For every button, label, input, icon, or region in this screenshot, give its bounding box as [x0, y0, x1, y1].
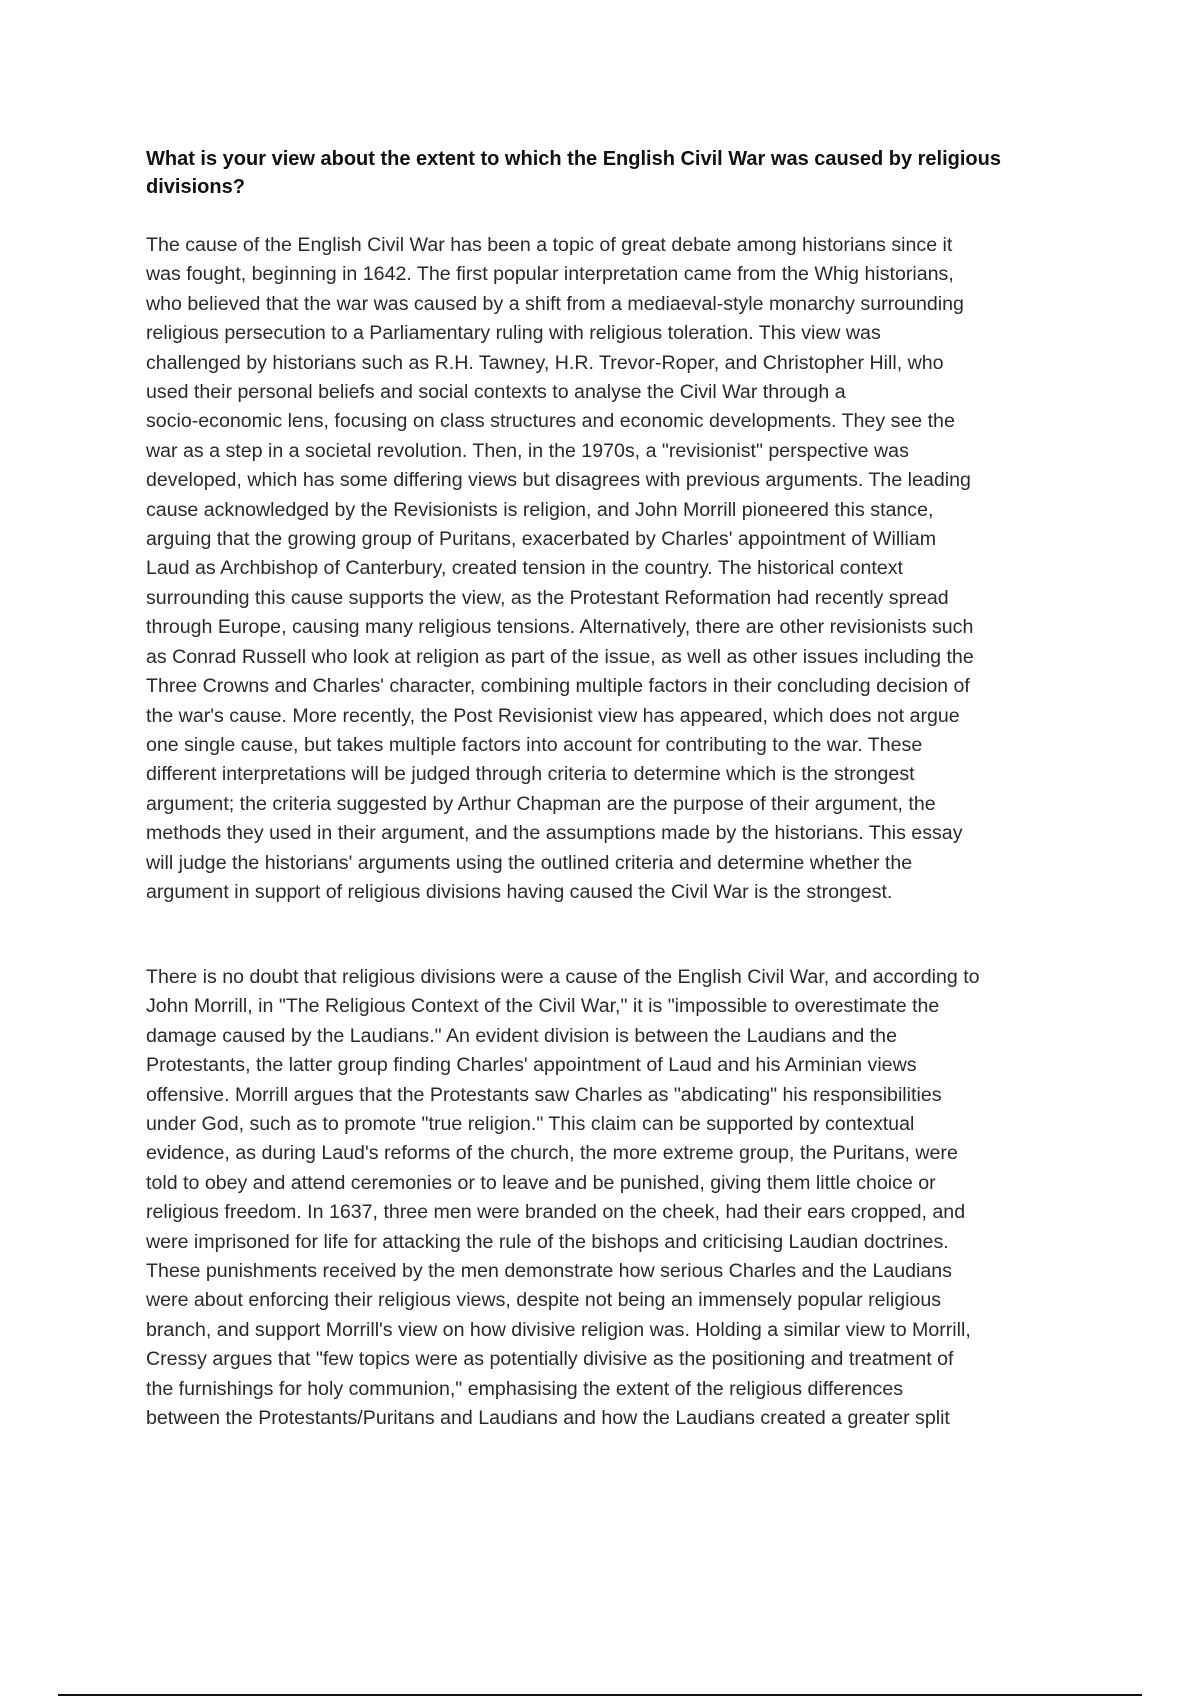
text-line: Cressy argues that "few topics were as potentially divisive as the positioning and treatment of	[146, 1348, 954, 1371]
text-line: different interpretations will be judged through criteria to determine which is the strongest	[146, 763, 915, 786]
text-line: as Conrad Russell who look at religion as part of the issue, as well as other issues including the	[146, 645, 974, 668]
text-line: the furnishings for holy communion," emphasising the extent of the religious differences	[146, 1377, 904, 1400]
text-line: branch, and support Morrill's view on how divisive religion was. Holding a similar view to Morrill,	[146, 1318, 971, 1341]
text-line: Three Crowns and Charles' character, combining multiple factors in their concluding decision of	[146, 675, 970, 698]
text-line: methods they used in their argument, and the assumptions made by the historians. This essay	[146, 822, 963, 845]
text-line: between the Protestants/Puritans and Laudians and how the Laudians created a greater split	[146, 1407, 950, 1430]
text-line: religious freedom. In 1637, three men were branded on the cheek, had their ears cropped, and	[146, 1201, 966, 1224]
text-line: cause acknowledged by the Revisionists is religion, and John Morrill pioneered this stance,	[146, 498, 934, 521]
text-line: socio-economic lens, focusing on class structures and economic developments. They see the	[146, 410, 955, 433]
paragraph-religious-divisions	[146, 963, 980, 1434]
text-line: There is no doubt that religious divisions were a cause of the English Civil War, and according to	[146, 966, 980, 988]
text-line: through Europe, causing many religious tensions. Alternatively, there are other revisionists such	[146, 616, 974, 639]
text-line: argument; the criteria suggested by Arthur Chapman are the purpose of their argument, the	[146, 792, 936, 815]
essay-question-title: What is your view about the extent to which the English Civil War was caused by religious divisions?	[146, 148, 1001, 198]
text-line: were about enforcing their religious views, despite not being an immensely popular religious	[146, 1289, 942, 1312]
text-line: were imprisoned for life for attacking the rule of the bishops and criticising Laudian doctrines.	[146, 1230, 949, 1253]
text-line: told to obey and attend ceremonies or to leave and be punished, giving them little choice or	[146, 1171, 936, 1194]
text-line: challenged by historians such as R.H. Tawney, H.R. Trevor-Roper, and Christopher Hill, who	[146, 351, 944, 374]
text-line: John Morrill, in "The Religious Context of the Civil War," it is "impossible to overestimate the	[146, 995, 940, 1018]
document-body	[146, 145, 1096, 1430]
text-line: surrounding this cause supports the view, as the Protestant Reformation had recently spread	[146, 586, 949, 609]
text-line: who believed that the war was caused by a shift from a mediaeval-style monarchy surrounding	[146, 292, 964, 315]
text-line: was fought, beginning in 1642. The first popular interpretation came from the Whig historians,	[146, 263, 954, 286]
page-bottom-rule	[58, 1694, 1142, 1696]
text-line: evidence, as during Laud's reforms of the church, the more extreme group, the Puritans, were	[146, 1142, 958, 1165]
text-line: Protestants, the latter group finding Charles' appointment of Laud and his Arminian views	[146, 1054, 917, 1077]
text-line: offensive. Morrill argues that the Protestants saw Charles as "abdicating" his responsibilities	[146, 1083, 942, 1106]
text-line: religious persecution to a Parliamentary ruling with religious toleration. This view was	[146, 322, 881, 345]
text-line: one single cause, but takes multiple factors into account for contributing to the war. These	[146, 733, 923, 756]
text-line: the war's cause. More recently, the Post Revisionist view has appeared, which does not argue	[146, 704, 960, 727]
text-line: under God, such as to promote "true religion." This claim can be supported by contextual	[146, 1113, 915, 1136]
text-line: war as a step in a societal revolution. Then, in the 1970s, a "revisionist" perspective was	[146, 439, 909, 462]
text-line: argument in support of religious divisions having caused the Civil War is the strongest.	[146, 880, 893, 903]
text-line: Laud as Archbishop of Canterbury, created tension in the country. The historical context	[146, 557, 903, 580]
text-line: These punishments received by the men demonstrate how serious Charles and the Laudians	[146, 1260, 952, 1283]
text-line: will judge the historians' arguments using the outlined criteria and determine whether the	[146, 851, 913, 874]
text-line: arguing that the growing group of Puritans, exacerbated by Charles' appointment of William	[146, 528, 937, 551]
text-line: developed, which has some differing views but disagrees with previous arguments. The leading	[146, 469, 971, 492]
text-line: The cause of the English Civil War has been a topic of great debate among historians since it	[146, 234, 953, 256]
text-line: used their personal beliefs and social contexts to analyse the Civil War through a	[146, 381, 846, 404]
paragraph-introduction	[146, 231, 974, 907]
text-line: damage caused by the Laudians." An evident division is between the Laudians and the	[146, 1024, 897, 1047]
